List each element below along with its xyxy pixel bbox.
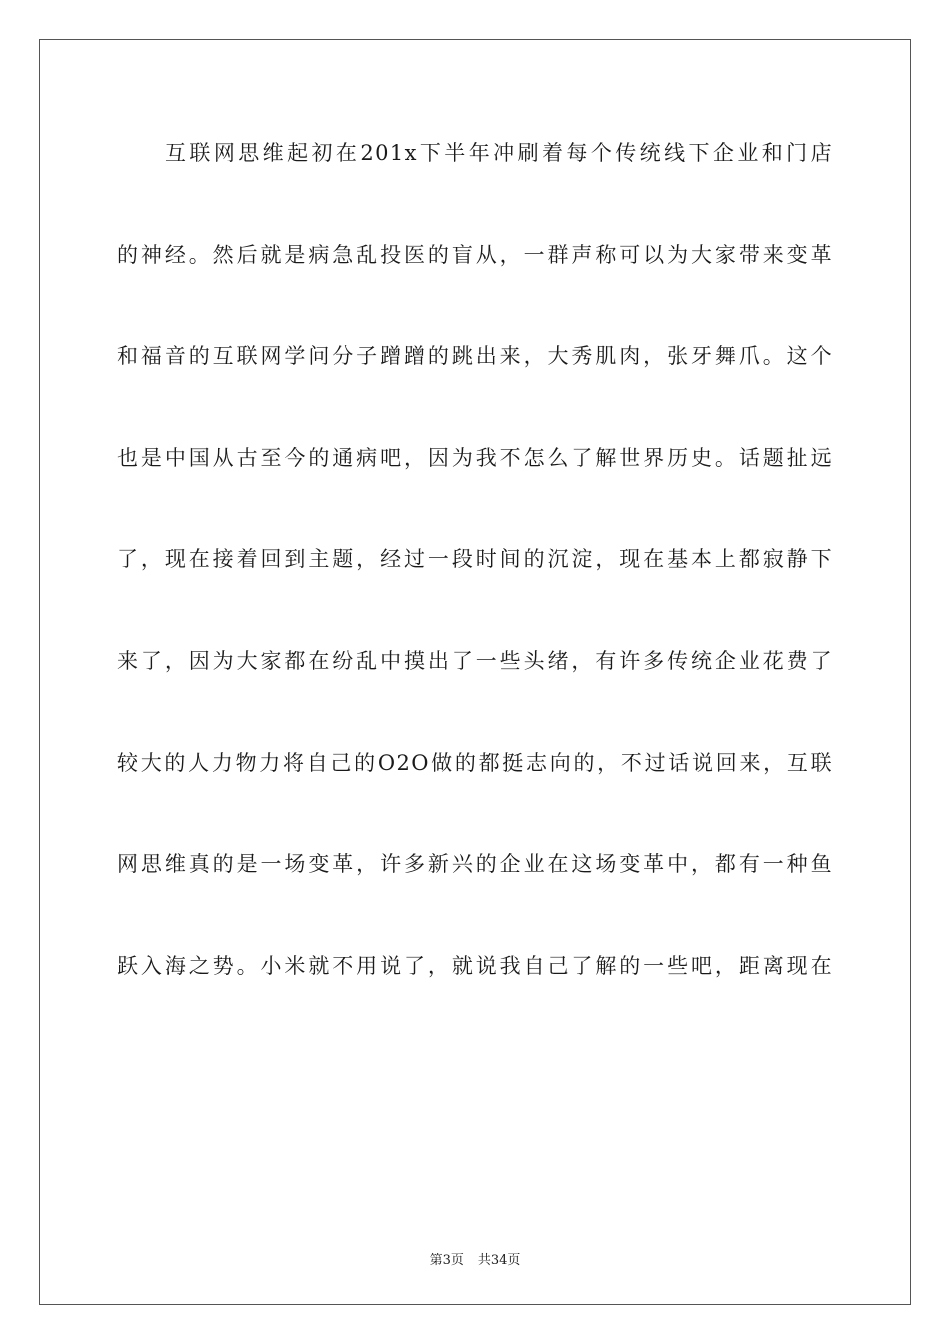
text-line: 跃入海之势。小米就不用说了，就说我自己了解的一些吧，距离现在 bbox=[117, 953, 833, 978]
text-line: 的神经。然后就是病急乱投医的盲从，一群声称可以为大家带来变革 bbox=[117, 242, 833, 267]
text-line: 了，现在接着回到主题，经过一段时间的沉淀，现在基本上都寂静下 bbox=[117, 547, 833, 572]
page-total: 共34页 bbox=[477, 1253, 521, 1268]
text-line: 也是中国从古至今的通病吧，因为我不怎么了解世界历史。话题扯远 bbox=[117, 445, 833, 470]
text-line: 互联网思维起初在201x下半年冲刷着每个传统线下企业和门店 bbox=[165, 141, 833, 165]
text-line: 网思维真的是一场变革，许多新兴的企业在这场变革中，都有一种鱼 bbox=[117, 852, 833, 877]
document-body bbox=[117, 125, 833, 1039]
page-number: 第3页 bbox=[429, 1253, 464, 1268]
page-footer bbox=[0, 1249, 950, 1268]
text-line: 较大的人力物力将自己的O2O做的都挺志向的，不过话说回来，互联 bbox=[117, 750, 833, 775]
text-line: 和福音的互联网学问分子蹭蹭的跳出来，大秀肌肉，张牙舞爪。这个 bbox=[117, 344, 833, 369]
text-line: 来了，因为大家都在纷乱中摸出了一些头绪，有许多传统企业花费了 bbox=[117, 648, 833, 673]
